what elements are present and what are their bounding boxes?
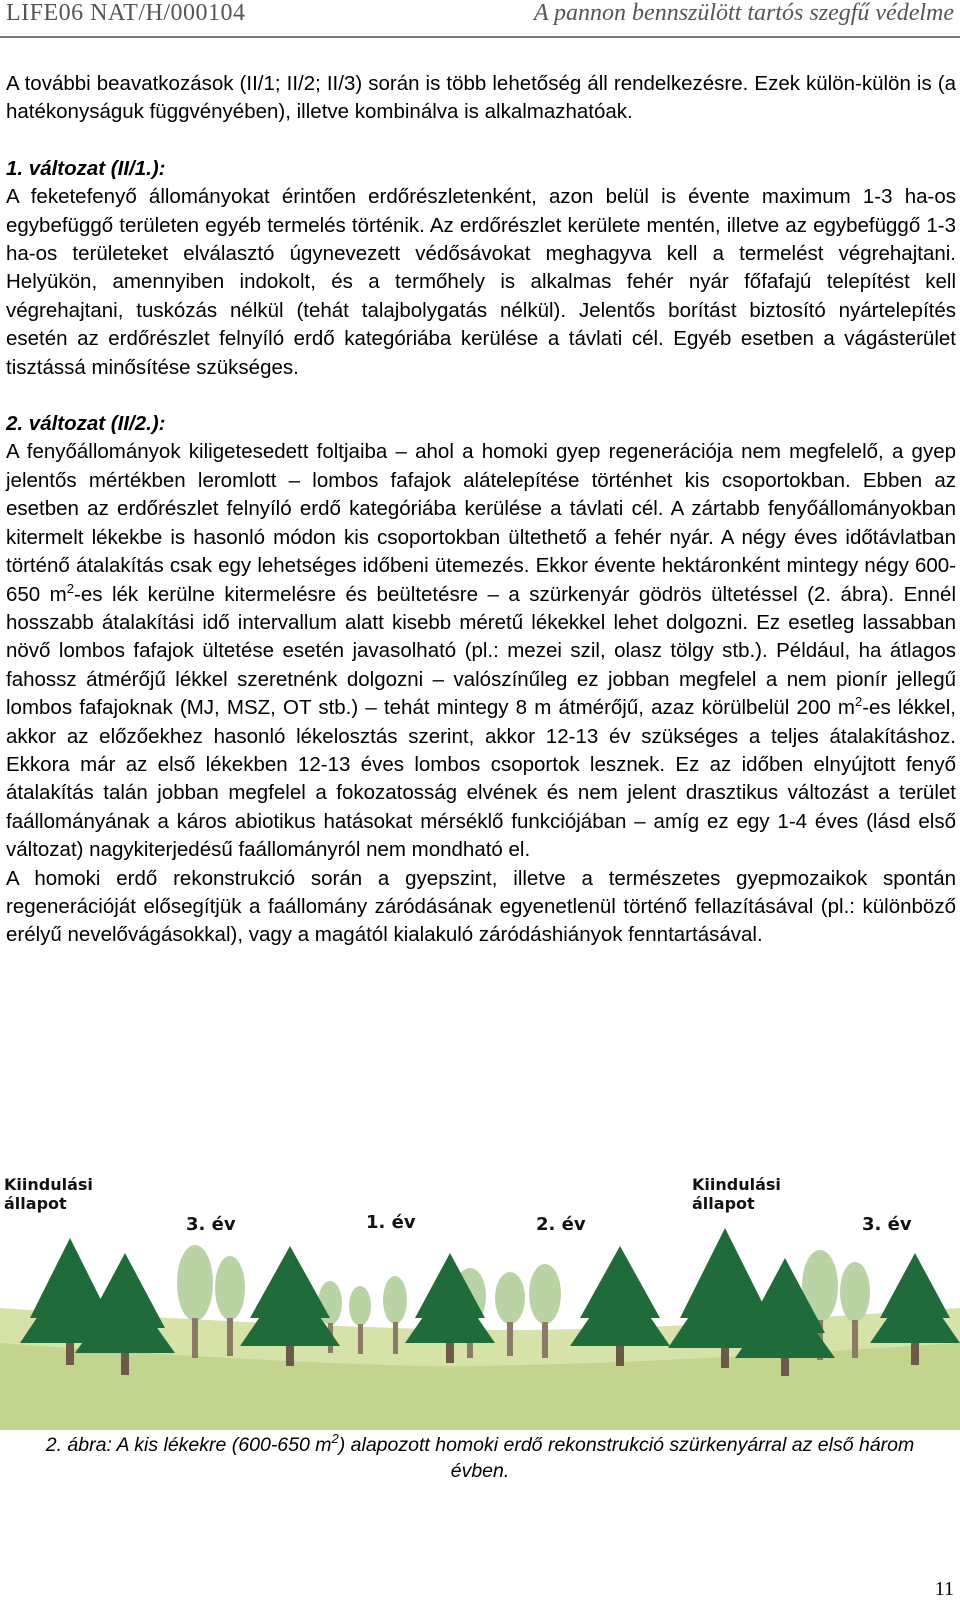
year-label: 2. év bbox=[536, 1214, 586, 1235]
variant-2-text-c: -es lékkel, akkor az előzőekhez hasonló lékelosztás szerint, akkor 12-13 év szükséges a teljes átalakításhoz. Ekkora már az első lékekben 12-13 éves lombos csoportok lesznek. Ez az időben elnyújtott fenyő átalakítás talán jobban megfelel a fokozatosság elvének és nem jelent drasztikus változást a terület faállományának a káros abiotikus hatásokat mérséklő funkciójában – amíg ez egy 1-4 éves (lásd első változat) nagykiterjedésű faállományról nem mondható el. bbox=[6, 696, 956, 862]
variant-2-text-a: A fenyőállományok kiligetesedett foltjaiba – ahol a homoki gyep regenerációja nem megfelelő, a gyep jelentős mértékben leromlott – lombos fafajok alátelepítése történhet kis csoportokban. Ebben az esetben az erdőrészlet felnyíló erdő kategóriába kerülése a távlati cél. A zártabb fenyőállományokban kitermelt lékekbe is hasonló módon kis csoportokban ültethető a fehér nyár. A négy éves időtávlatban történő átalakítás csak egy lehetséges időbeni ütemezés. Ekkor évente hektáronként mintegy négy 600-650 m bbox=[6, 440, 956, 606]
caption-text-b: ) alapozott homoki erdő rekonstrukció szürkenyárral az első három évben. bbox=[338, 1434, 915, 1482]
closing-paragraph: A homoki erdő rekonstrukció során a gyepszint, illetve a természetes gyepmozaikok spontán regenerációját elősegítjük a faállomány záródásának egyenetlenül történő fellazításával (pl.: különböző erélyű nevelővágásokkal), vagy a magától kialakuló záródáshiányok fenntartásával. bbox=[6, 866, 956, 947]
label-right-1: Kiindulási bbox=[692, 1175, 781, 1194]
page-header bbox=[0, 0, 960, 38]
superscript: 2 bbox=[331, 1431, 339, 1446]
year-label: 3. év bbox=[186, 1214, 236, 1235]
document-body bbox=[6, 70, 956, 950]
intro-paragraph: A további beavatkozások (II/1; II/2; II/3) során is több lehetőség áll rendelkezésre. Ezek külön-külön is (a hatékonyságuk függvényében), illetve kombinálva is alkalmazhatóak. bbox=[6, 72, 956, 124]
variant-1-paragraph: A feketefenyő állományokat érintően erdőrészletenként, azon belül is évente maximum 1-3 ha-os egybefüggő területen egyéb termelés történik. Az erdőrészlet kerülete mentén, illetve az egybefüggő 1-3 ha-os területeket elválasztó úgynevezett védősávokat meghagyva kell a termelést végrehajtani. Helyükön, amennyiben indokolt, és a termőhely is alkalmas fehér nyár főfafajú telepítést kell végrehajtani, tuskózás nélkül (tehát talajbolygatás nélkül). Jelentős borítást biztosító nyártelepítés esetén az erdőrészlet felnyíló erdő kategóriába kerülése a távlati cél. Egyéb esetben a vágásterület tisztássá minősítése szükséges. bbox=[6, 185, 956, 379]
label-left-2: állapot bbox=[4, 1194, 67, 1213]
header-title: A pannon bennszülött tartós szegfű védelme bbox=[533, 0, 954, 26]
label-left-1: Kiindulási bbox=[4, 1175, 93, 1194]
year-label: 1. év bbox=[366, 1212, 416, 1233]
variant-2-heading: 2. változat (II/2.): bbox=[6, 412, 166, 436]
superscript: 2 bbox=[66, 580, 74, 596]
superscript: 2 bbox=[855, 694, 863, 710]
figure-illustration bbox=[0, 1168, 960, 1430]
label-right-2: állapot bbox=[692, 1194, 755, 1213]
page-number: 11 bbox=[934, 1578, 954, 1600]
variant-2-text-b: -es lék kerülne kitermelésre és beültetésre – a szürkenyár gödrös ültetéssel (2. ábra). Ennél hosszabb átalakítási idő intervallum alatt kisebb méretű lékekkel lehet dolgozni. Ez esetleg lassabban növő lombos fafajok ültetése esetén javasolható (pl.: mezei szil, olasz tölgy stb.). Például, ha átlagos fahossz átmérőjű lékkel szeretnénk dolgozni – valószínűleg ez jobban megfelel a nem pionír jellegű lombos fafajoknak (MJ, MSZ, OT stb.) – tehát mintegy 8 m átmérőjű, azaz körülbelül 200 m bbox=[6, 582, 957, 720]
variant-1-heading: 1. változat (II/1.): bbox=[6, 156, 166, 180]
variant-2-paragraph bbox=[6, 438, 956, 864]
year-label: 3. év bbox=[862, 1214, 912, 1235]
caption-text-a: 2. ábra: A kis lékekre (600-650 m bbox=[45, 1434, 332, 1456]
reconstruction-figure bbox=[0, 1168, 960, 1430]
figure-caption bbox=[20, 1432, 940, 1484]
project-code: LIFE06 NAT/H/000104 bbox=[6, 0, 246, 26]
